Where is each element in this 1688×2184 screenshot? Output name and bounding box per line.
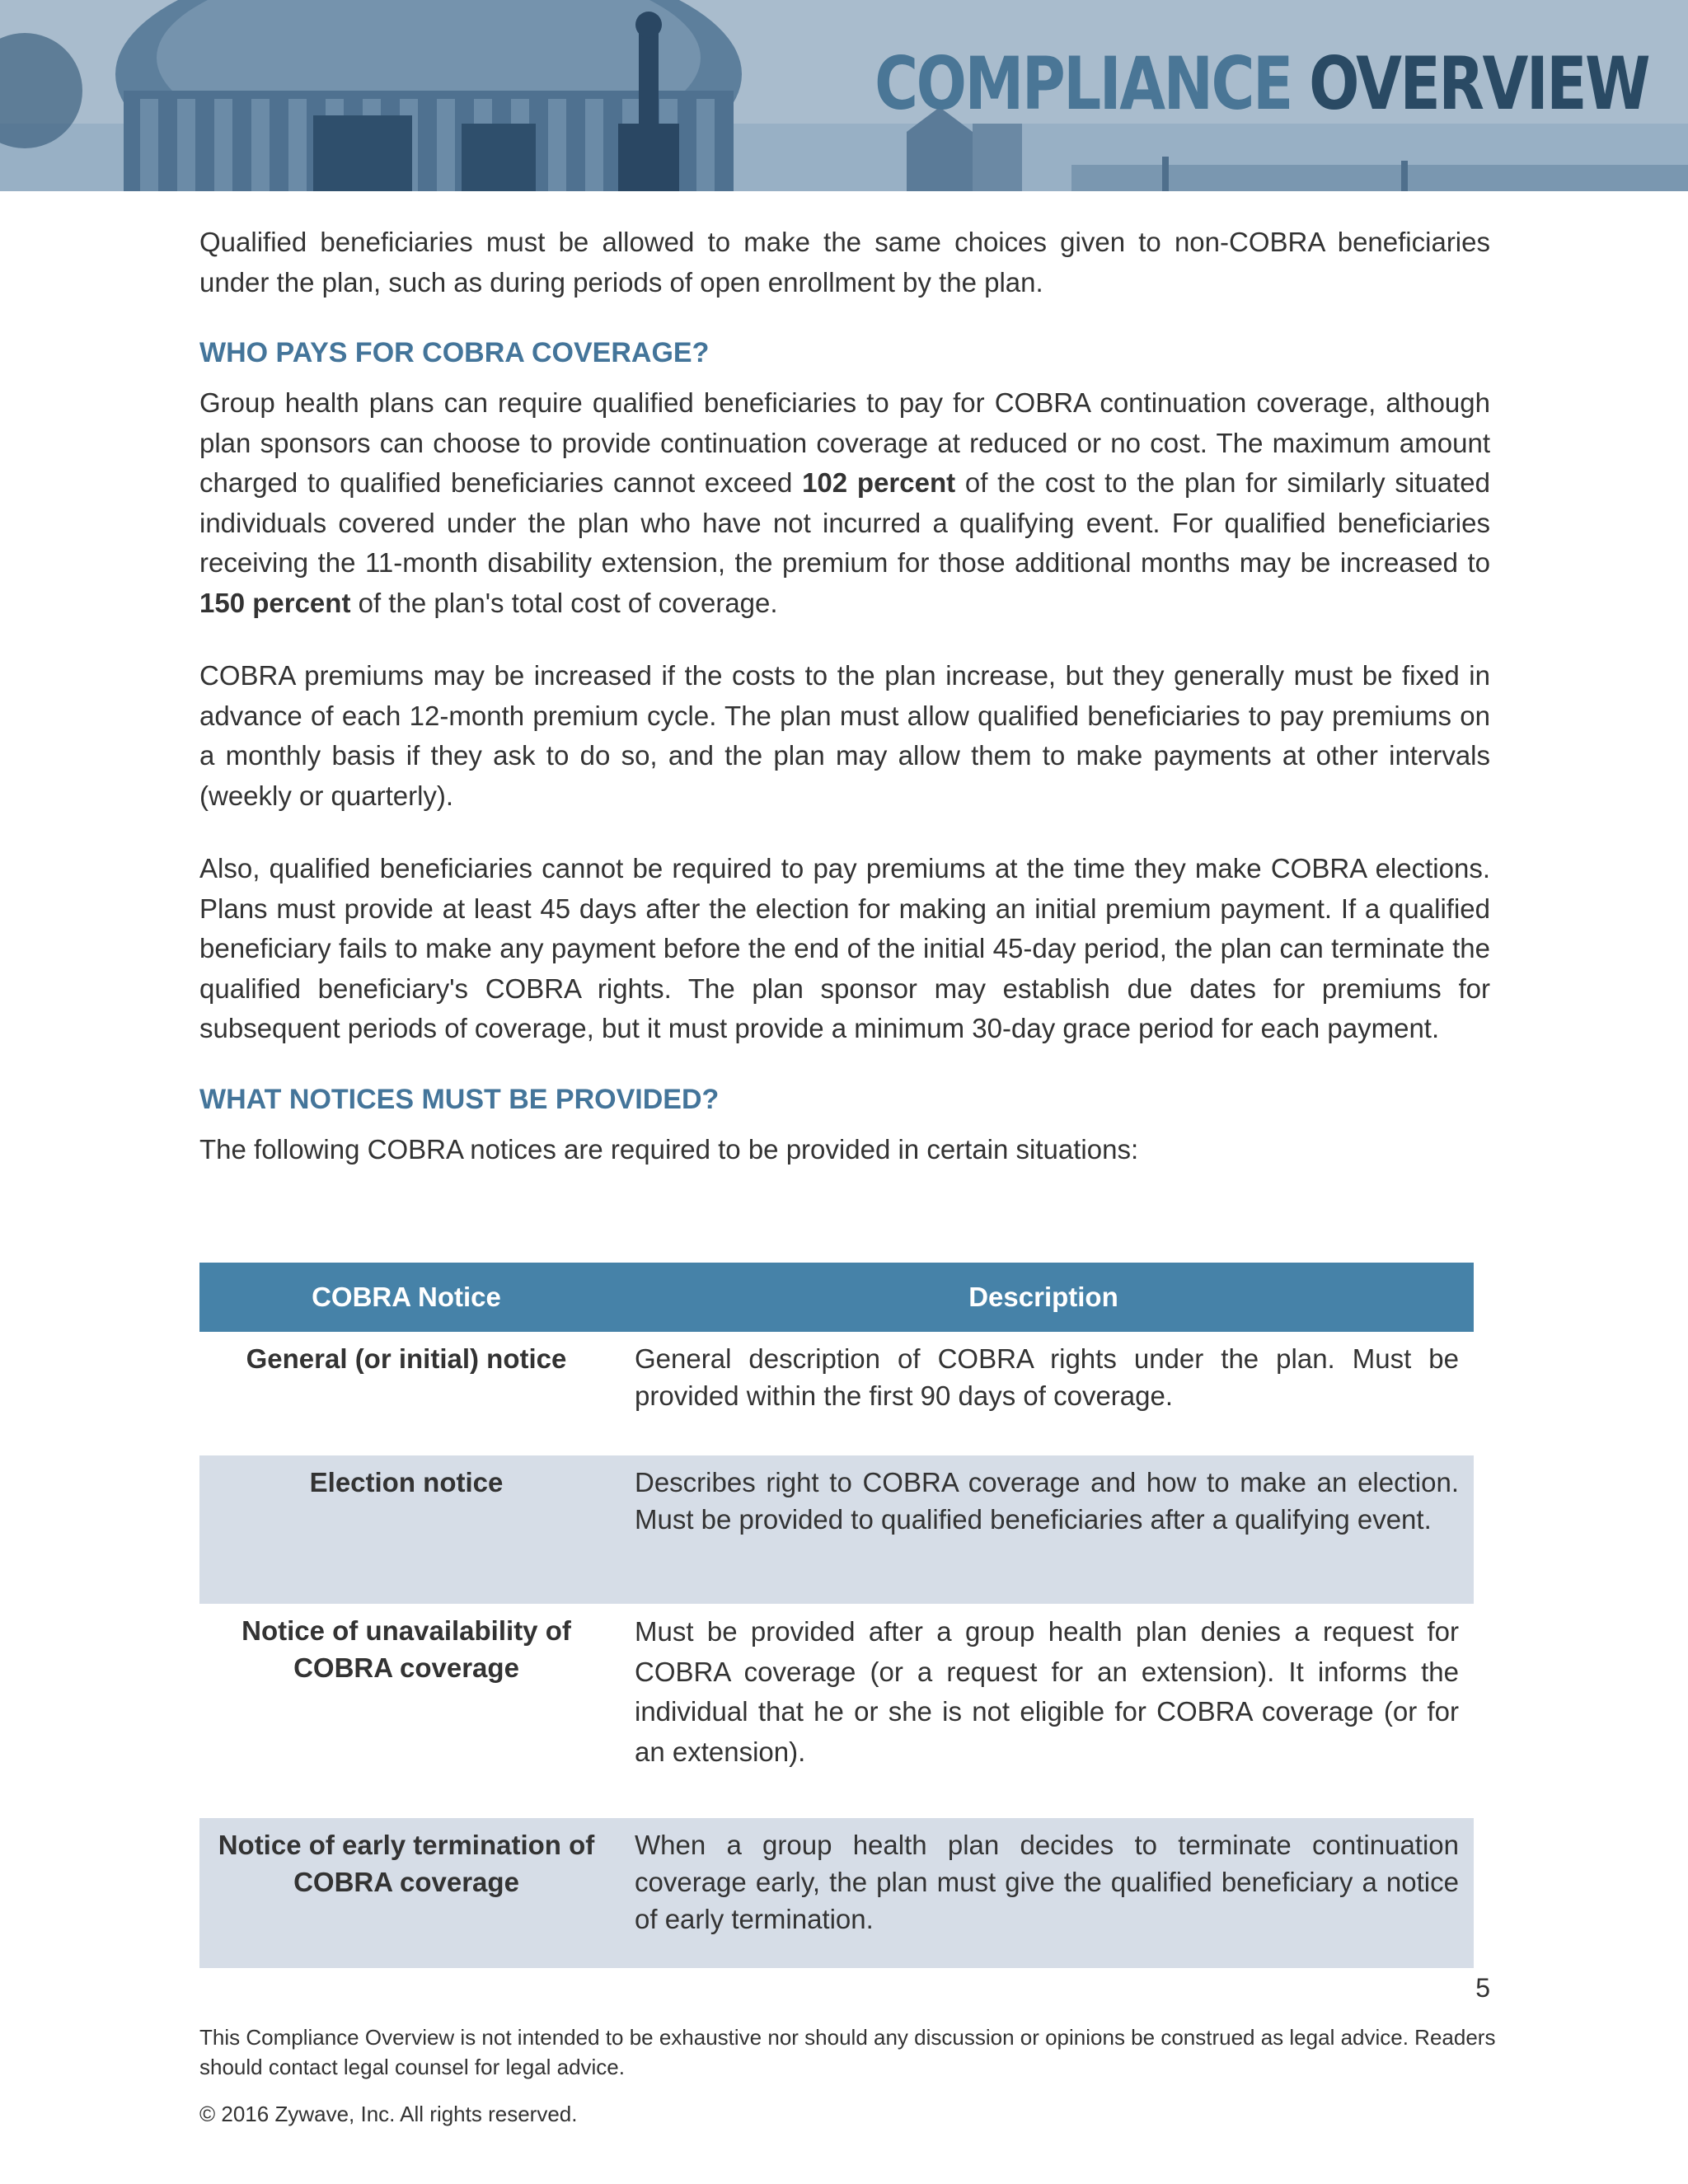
page-number: 5 (1475, 1973, 1490, 2003)
table-row (199, 1604, 1474, 1818)
bold-102-percent: 102 percent (802, 467, 956, 498)
paragraph-premium-cost-part-c: of the plan's total cost of coverage. (350, 587, 778, 618)
section-heading-who-pays: WHO PAYS FOR COBRA COVERAGE? (199, 337, 710, 368)
paragraph-notices-intro: The following COBRA notices are required to be provided in certain situations: (199, 1133, 1139, 1165)
table-cell-description: When a group health plan decides to terminate continuation coverage early, the plan must give the qualified beneficiary a notice of early termination. (613, 1818, 1474, 1968)
paragraph-premium-cost-part-b: of the cost to the plan for similarly situated individuals covered under the plan who have not incurred a qualifying event. For qualified beneficiaries receiving the 11-month disability extension, the premium for those additional months may be increased to (199, 467, 1490, 578)
paragraph-premium-cost (199, 383, 1490, 623)
header-title-part2: OVERVIEW (1308, 41, 1648, 126)
table-cell-notice: Election notice (199, 1455, 613, 1604)
table-cell-notice: General (or initial) notice (199, 1332, 613, 1455)
table-header-description: Description (613, 1263, 1474, 1332)
table-cell-notice: Notice of unavailability of COBRA coverage (199, 1604, 613, 1818)
header-title-part1: COMPLIANCE (874, 41, 1292, 126)
paragraph-elections: Also, qualified beneficiaries cannot be required to pay premiums at the time they make COBRA elections. Plans must provide at least 45 days after the election for making an initial premium payment. If a qualified beneficiary fails to make any payment before the end of the initial 45-day period, the plan can terminate the qualified beneficiary's COBRA rights. The plan sponsor may establish due dates for premiums for subsequent periods of coverage, but it must provide a minimum 30-day grace period for each payment. (199, 853, 1490, 1043)
table-header-notice: COBRA Notice (199, 1263, 613, 1332)
bold-150-percent: 150 percent (199, 587, 351, 618)
table-row (199, 1455, 1474, 1604)
cobra-notice-table (199, 1263, 1474, 1968)
paragraph-choices: Qualified beneficiaries must be allowed to make the same choices given to non-COBRA beneficiaries under the plan, such as during periods of open enrollment by the plan. (199, 227, 1490, 298)
table-cell-description: Describes right to COBRA coverage and how to make an election. Must be provided to qualified beneficiaries after a qualifying event. (613, 1455, 1474, 1604)
table-cell-description: General description of COBRA rights under the plan. Must be provided within the first 90 days of coverage. (613, 1332, 1474, 1455)
paragraph-premium-cost-part-a: Group health plans can require qualified beneficiaries to pay for COBRA continuation coverage, although plan sponsors can choose to provide continuation coverage at reduced or no cost. The maximum amount charged to qualified beneficiaries cannot exceed (199, 387, 1490, 498)
table-cell-notice: Notice of early termination of COBRA coverage (199, 1818, 613, 1968)
header-banner (0, 0, 1688, 191)
document-body (199, 223, 1490, 1169)
section-heading-notices: WHAT NOTICES MUST BE PROVIDED? (199, 1083, 720, 1115)
footer-disclaimer: This Compliance Overview is not intended to be exhaustive nor should any discussion or opinions be construed as legal advice. Readers should contact legal counsel for legal advice. (199, 2025, 1496, 2079)
table-row (199, 1818, 1474, 1968)
footer-copyright: © 2016 Zywave, Inc. All rights reserved. (199, 2102, 578, 2126)
table-header-row (199, 1263, 1474, 1332)
table-cell-description: Must be provided after a group health plan denies a request for COBRA coverage (or a request for an extension). It informs the individual that he or she is not eligible for COBRA coverage (or for an extension). (613, 1604, 1474, 1818)
paragraph-premium-increase: COBRA premiums may be increased if the costs to the plan increase, but they generally must be fixed in advance of each 12-month premium cycle. The plan must allow qualified beneficiaries to pay premiums on a monthly basis if they ask to do so, and the plan may allow them to make payments at other intervals (weekly or quarterly). (199, 660, 1490, 811)
header-title (874, 41, 1648, 126)
table-row (199, 1332, 1474, 1455)
